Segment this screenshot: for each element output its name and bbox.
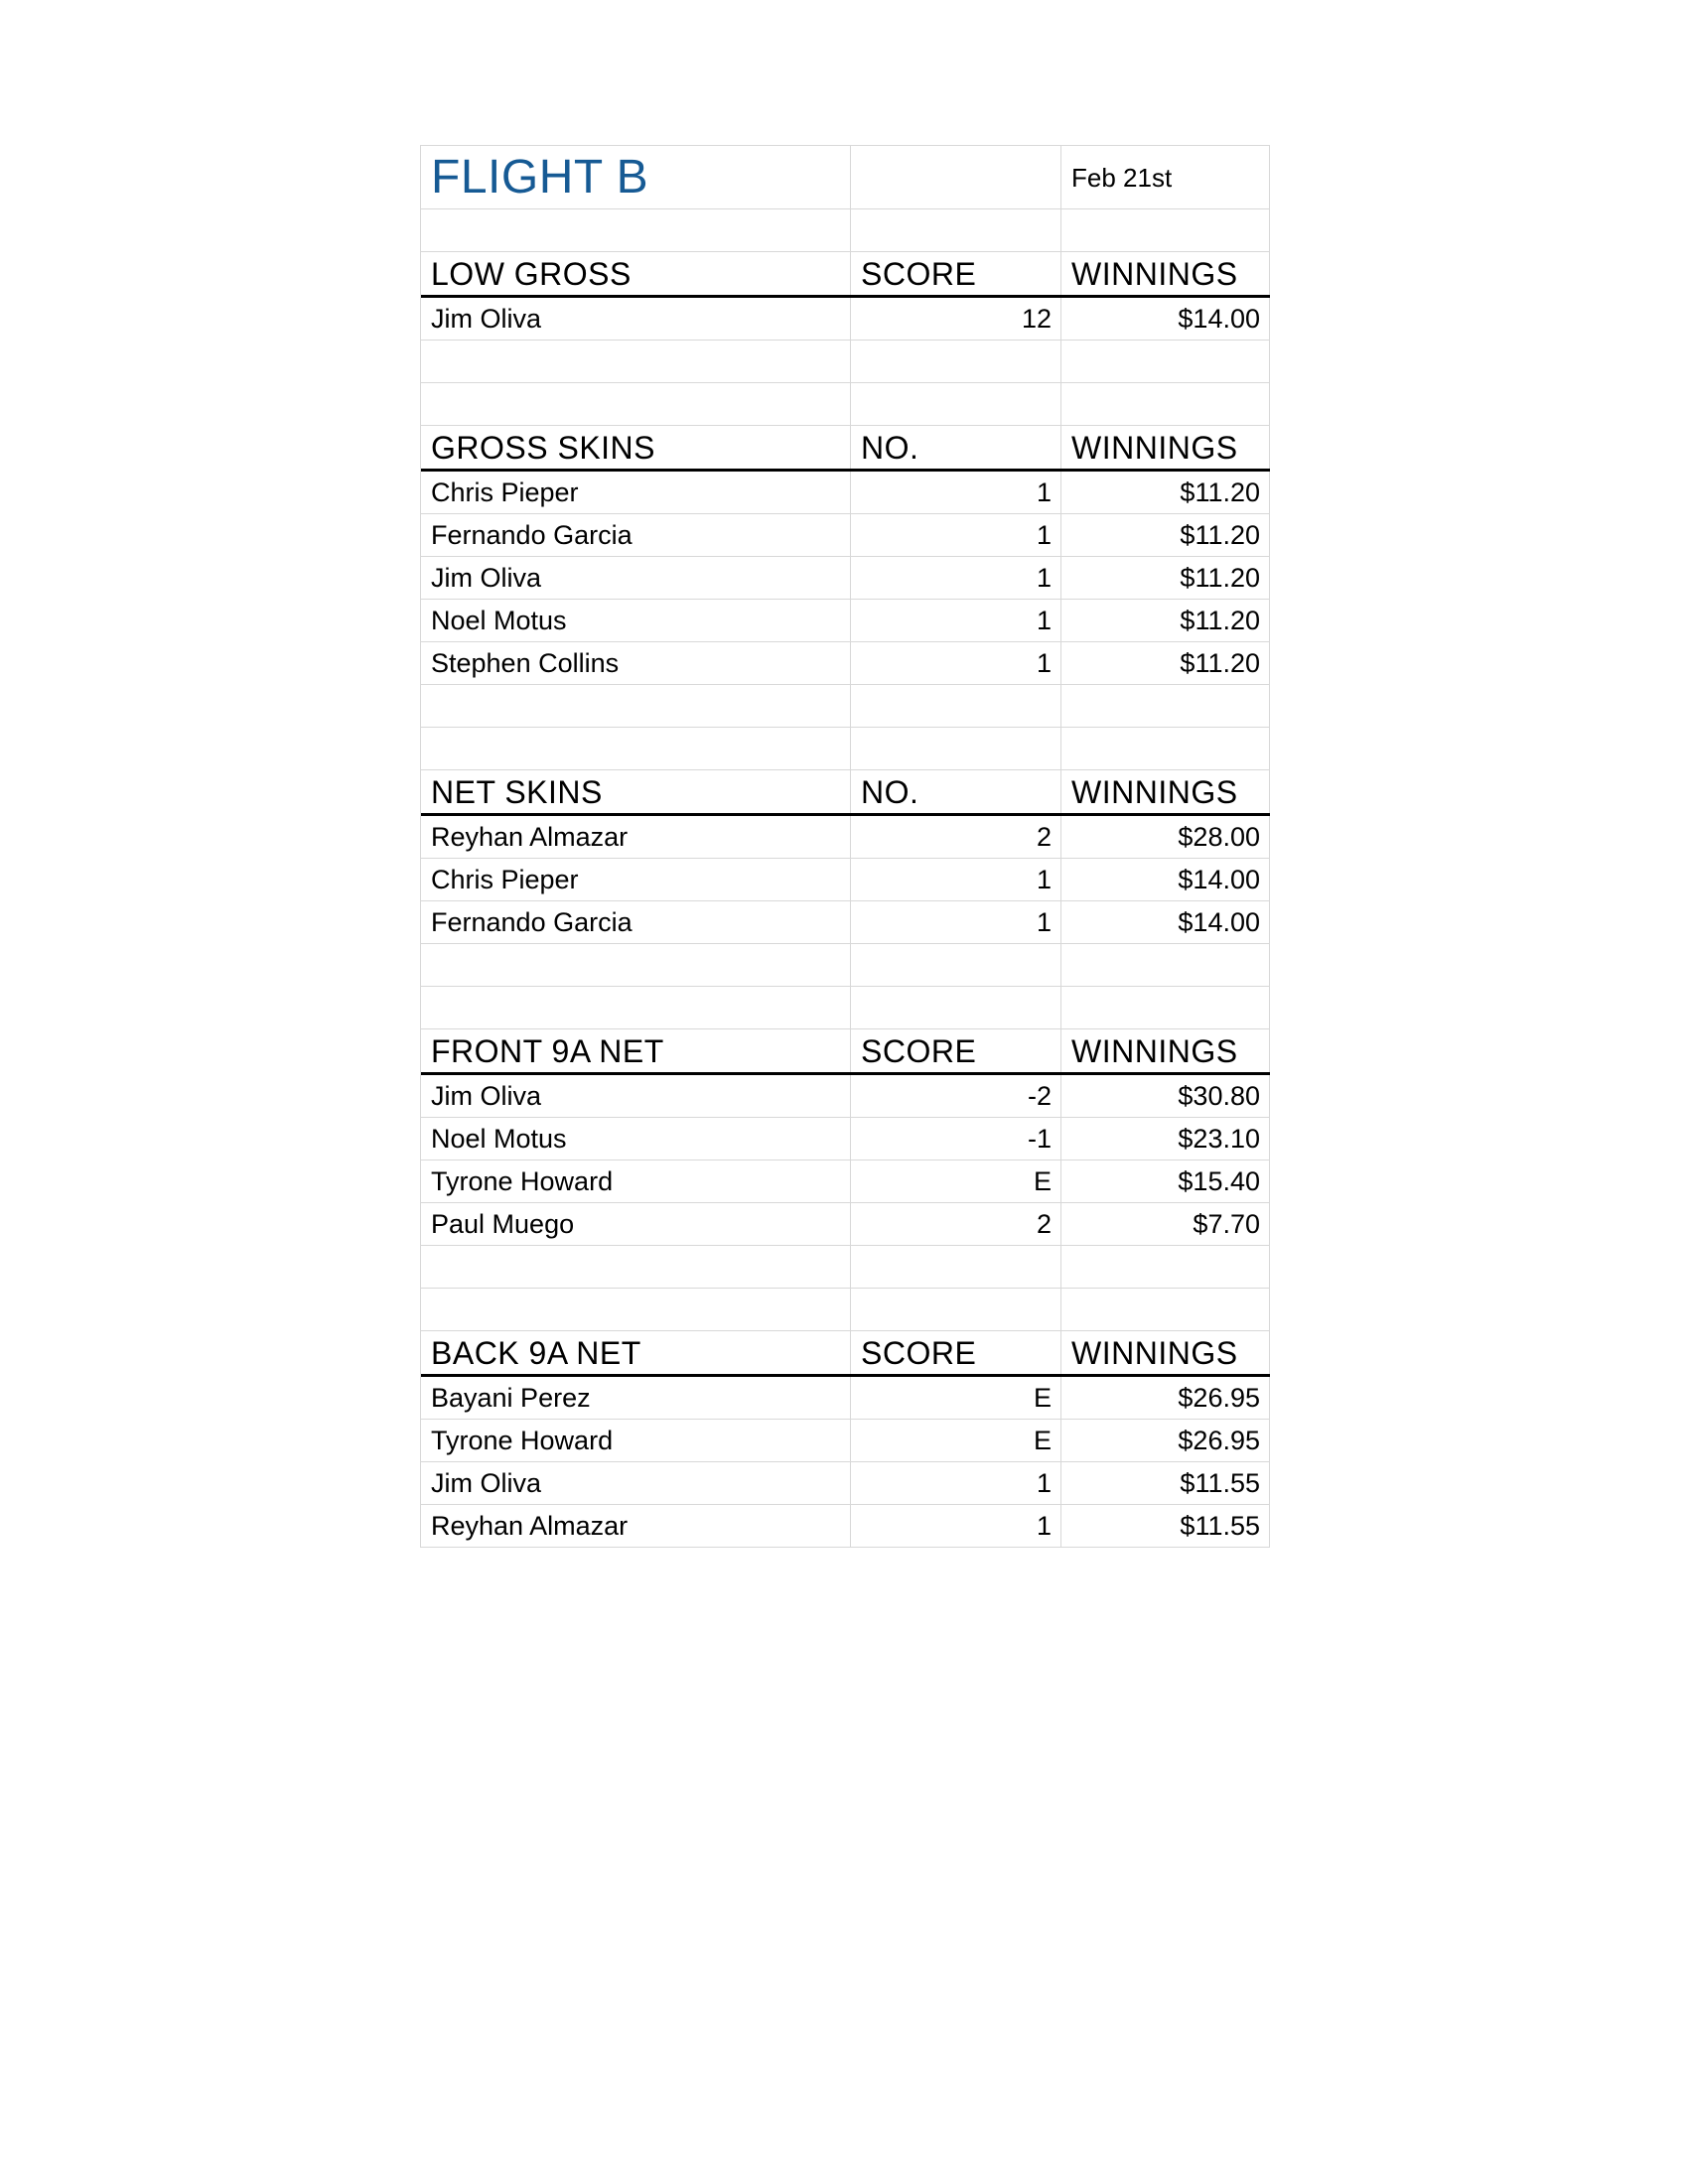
score-cell: 2 bbox=[851, 1203, 1061, 1246]
empty-cell bbox=[421, 987, 851, 1029]
table-row bbox=[421, 1075, 1270, 1118]
score-cell: 1 bbox=[851, 901, 1061, 944]
empty-cell bbox=[421, 944, 851, 987]
score-cell: 2 bbox=[851, 816, 1061, 859]
player-name-cell: Tyrone Howard bbox=[421, 1160, 851, 1203]
empty-cell bbox=[1061, 728, 1270, 770]
winnings-cell: $7.70 bbox=[1061, 1203, 1270, 1246]
empty-cell bbox=[851, 383, 1061, 426]
table-row bbox=[421, 1462, 1270, 1505]
empty-row bbox=[421, 1246, 1270, 1289]
empty-cell bbox=[851, 685, 1061, 728]
empty-cell bbox=[851, 209, 1061, 252]
score-cell: E bbox=[851, 1160, 1061, 1203]
score-cell: E bbox=[851, 1420, 1061, 1462]
empty-cell bbox=[421, 383, 851, 426]
table-row bbox=[421, 1505, 1270, 1548]
title-row bbox=[421, 146, 1270, 209]
player-name-cell: Paul Muego bbox=[421, 1203, 851, 1246]
table-row bbox=[421, 1377, 1270, 1420]
score-cell: 1 bbox=[851, 600, 1061, 642]
column-header-cell: SCORE bbox=[851, 1331, 1061, 1374]
score-cell: 1 bbox=[851, 557, 1061, 600]
empty-row bbox=[421, 1289, 1270, 1331]
winnings-cell: $11.20 bbox=[1061, 472, 1270, 514]
empty-cell bbox=[851, 146, 1061, 209]
winnings-cell: $30.80 bbox=[1061, 1075, 1270, 1118]
winnings-cell: $11.20 bbox=[1061, 557, 1270, 600]
section-header-row bbox=[421, 252, 1270, 298]
score-cell: 1 bbox=[851, 1462, 1061, 1505]
sheet-title-cell: FLIGHT B bbox=[421, 146, 851, 209]
score-cell: 1 bbox=[851, 472, 1061, 514]
score-cell: 1 bbox=[851, 859, 1061, 901]
column-header-cell: WINNINGS bbox=[1061, 252, 1270, 295]
player-name-cell: Jim Oliva bbox=[421, 1462, 851, 1505]
section-header-row bbox=[421, 770, 1270, 816]
empty-cell bbox=[421, 685, 851, 728]
table-row bbox=[421, 1420, 1270, 1462]
empty-cell bbox=[421, 209, 851, 252]
table-row bbox=[421, 472, 1270, 514]
winnings-cell: $14.00 bbox=[1061, 298, 1270, 341]
empty-cell bbox=[1061, 383, 1270, 426]
section-title-cell: NET SKINS bbox=[421, 770, 851, 813]
player-name-cell: Reyhan Almazar bbox=[421, 1505, 851, 1548]
section-header-row bbox=[421, 426, 1270, 472]
winnings-cell: $11.20 bbox=[1061, 514, 1270, 557]
table-row bbox=[421, 1203, 1270, 1246]
score-cell: 1 bbox=[851, 642, 1061, 685]
column-header-cell: SCORE bbox=[851, 252, 1061, 295]
player-name-cell: Jim Oliva bbox=[421, 1075, 851, 1118]
empty-row bbox=[421, 987, 1270, 1029]
table-row bbox=[421, 514, 1270, 557]
section-header-row bbox=[421, 1331, 1270, 1377]
date-cell: Feb 21st bbox=[1061, 146, 1270, 209]
empty-cell bbox=[1061, 987, 1270, 1029]
empty-row bbox=[421, 383, 1270, 426]
winnings-cell: $26.95 bbox=[1061, 1420, 1270, 1462]
empty-cell bbox=[851, 728, 1061, 770]
table-row bbox=[421, 1118, 1270, 1160]
winnings-cell: $11.55 bbox=[1061, 1505, 1270, 1548]
player-name-cell: Noel Motus bbox=[421, 600, 851, 642]
player-name-cell: Fernando Garcia bbox=[421, 514, 851, 557]
empty-cell bbox=[851, 1246, 1061, 1289]
empty-cell bbox=[421, 728, 851, 770]
score-cell: -2 bbox=[851, 1075, 1061, 1118]
table-row bbox=[421, 298, 1270, 341]
section-title-cell: BACK 9A NET bbox=[421, 1331, 851, 1374]
winnings-cell: $26.95 bbox=[1061, 1377, 1270, 1420]
winnings-cell: $11.20 bbox=[1061, 642, 1270, 685]
table-row bbox=[421, 600, 1270, 642]
section-title-cell: FRONT 9A NET bbox=[421, 1029, 851, 1072]
empty-cell bbox=[1061, 685, 1270, 728]
player-name-cell: Stephen Collins bbox=[421, 642, 851, 685]
section-header-row bbox=[421, 1029, 1270, 1075]
score-cell: -1 bbox=[851, 1118, 1061, 1160]
table-row bbox=[421, 901, 1270, 944]
column-header-cell: NO. bbox=[851, 426, 1061, 469]
empty-cell bbox=[851, 1289, 1061, 1331]
player-name-cell: Chris Pieper bbox=[421, 859, 851, 901]
winnings-cell: $11.20 bbox=[1061, 600, 1270, 642]
empty-row bbox=[421, 341, 1270, 383]
empty-row bbox=[421, 728, 1270, 770]
player-name-cell: Tyrone Howard bbox=[421, 1420, 851, 1462]
section-title-cell: GROSS SKINS bbox=[421, 426, 851, 469]
player-name-cell: Jim Oliva bbox=[421, 298, 851, 341]
column-header-cell: WINNINGS bbox=[1061, 426, 1270, 469]
player-name-cell: Noel Motus bbox=[421, 1118, 851, 1160]
score-cell: 12 bbox=[851, 298, 1061, 341]
score-cell: 1 bbox=[851, 1505, 1061, 1548]
empty-row bbox=[421, 209, 1270, 252]
column-header-cell: SCORE bbox=[851, 1029, 1061, 1072]
player-name-cell: Chris Pieper bbox=[421, 472, 851, 514]
table-row bbox=[421, 859, 1270, 901]
column-header-cell: WINNINGS bbox=[1061, 1331, 1270, 1374]
empty-row bbox=[421, 685, 1270, 728]
empty-cell bbox=[1061, 209, 1270, 252]
empty-cell bbox=[421, 341, 851, 383]
winnings-cell: $23.10 bbox=[1061, 1118, 1270, 1160]
column-header-cell: WINNINGS bbox=[1061, 770, 1270, 813]
score-cell: E bbox=[851, 1377, 1061, 1420]
empty-cell bbox=[421, 1246, 851, 1289]
player-name-cell: Bayani Perez bbox=[421, 1377, 851, 1420]
empty-cell bbox=[1061, 1289, 1270, 1331]
table-row bbox=[421, 816, 1270, 859]
player-name-cell: Fernando Garcia bbox=[421, 901, 851, 944]
column-header-cell: NO. bbox=[851, 770, 1061, 813]
table-row bbox=[421, 642, 1270, 685]
winnings-cell: $28.00 bbox=[1061, 816, 1270, 859]
empty-cell bbox=[851, 341, 1061, 383]
empty-cell bbox=[851, 987, 1061, 1029]
player-name-cell: Jim Oliva bbox=[421, 557, 851, 600]
empty-cell bbox=[421, 1289, 851, 1331]
sheet-table bbox=[420, 145, 1270, 1548]
empty-cell bbox=[1061, 1246, 1270, 1289]
score-cell: 1 bbox=[851, 514, 1061, 557]
table-row bbox=[421, 557, 1270, 600]
table-row bbox=[421, 1160, 1270, 1203]
winnings-cell: $11.55 bbox=[1061, 1462, 1270, 1505]
player-name-cell: Reyhan Almazar bbox=[421, 816, 851, 859]
empty-cell bbox=[851, 944, 1061, 987]
winnings-cell: $14.00 bbox=[1061, 859, 1270, 901]
winnings-cell: $14.00 bbox=[1061, 901, 1270, 944]
section-title-cell: LOW GROSS bbox=[421, 252, 851, 295]
empty-cell bbox=[1061, 341, 1270, 383]
winnings-cell: $15.40 bbox=[1061, 1160, 1270, 1203]
column-header-cell: WINNINGS bbox=[1061, 1029, 1270, 1072]
empty-cell bbox=[1061, 944, 1270, 987]
empty-row bbox=[421, 944, 1270, 987]
